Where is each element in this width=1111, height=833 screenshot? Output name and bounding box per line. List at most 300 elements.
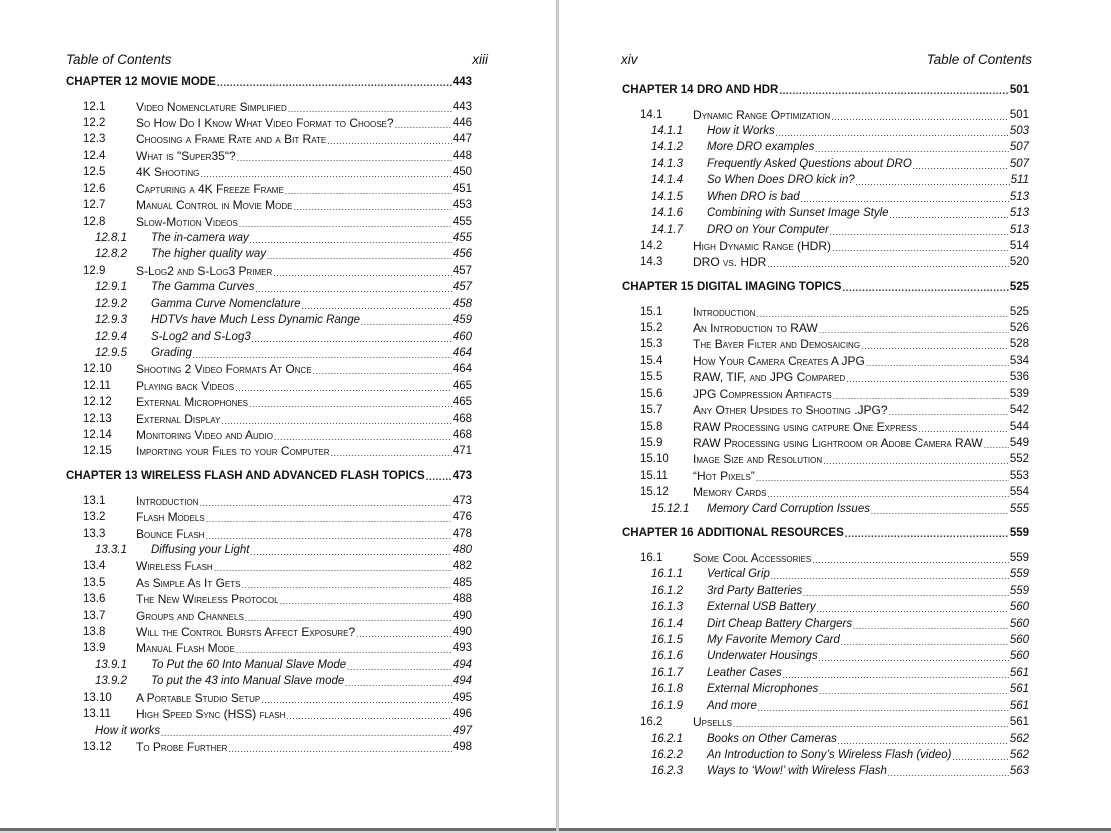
toc-number: 16.1.1: [651, 568, 683, 581]
toc-page-number: 457: [452, 264, 472, 277]
dot-leader: [815, 143, 1008, 155]
toc-title: DIGITAL IMAGING TOPICS: [697, 281, 842, 294]
page-numeral: xiv: [621, 52, 638, 67]
dot-leader: [205, 530, 451, 542]
toc-title: Importing your Files to your Computer: [136, 444, 330, 459]
dot-leader: [801, 193, 1009, 205]
toc-title: Playing back Videos: [136, 378, 235, 393]
toc-subsection-entry: [651, 583, 1029, 599]
toc-page-number: 501: [1009, 84, 1029, 96]
toc-page-number: 560: [1009, 650, 1029, 663]
toc-subsection-entry: [651, 616, 1029, 632]
toc-page-number: 443: [452, 76, 472, 88]
toc-section-entry: [640, 369, 1029, 385]
toc-subsection-entry: [651, 172, 1029, 188]
toc-number: 12.5: [83, 166, 106, 179]
toc-subsection-entry: [651, 156, 1029, 172]
toc-page-number: 448: [452, 149, 472, 162]
toc-page-number: 490: [452, 609, 472, 622]
toc-number: 15.11: [640, 469, 668, 482]
dot-leader: [819, 652, 1009, 664]
toc-page-number: 513: [1009, 190, 1029, 203]
dot-leader: [733, 718, 1009, 730]
dot-leader: [767, 488, 1008, 500]
dot-leader: [193, 349, 452, 361]
toc-subsection-entry: [651, 566, 1029, 582]
toc-number: 14.1.4: [651, 174, 683, 187]
toc-number: 14.1.7: [651, 223, 683, 236]
toc-page-number: 552: [1009, 453, 1029, 466]
toc-number: 14.1.1: [651, 125, 683, 138]
toc-page-number: 560: [1009, 617, 1029, 630]
dot-leader: [918, 423, 1009, 435]
toc-page-number: 497: [452, 724, 472, 737]
dot-leader: [293, 201, 451, 213]
toc-title: To Probe Further: [136, 739, 228, 754]
toc-number: 13.2: [83, 511, 106, 524]
right-running-header: [621, 52, 1032, 70]
toc-number: 14.1.6: [651, 207, 683, 220]
toc-section-entry: [83, 131, 472, 147]
toc-chapter-entry: [622, 525, 1029, 541]
toc-number: CHAPTER 16: [622, 527, 694, 540]
toc-title: DRO on Your Computer: [707, 223, 829, 236]
toc-title: High Speed Sync (HSS) flash: [136, 707, 286, 722]
toc-section-entry: [83, 624, 472, 640]
dot-leader: [250, 546, 451, 558]
toc-number: 16.2.2: [651, 748, 683, 761]
dot-leader: [228, 743, 451, 755]
toc-number: 15.4: [640, 354, 663, 367]
toc-number: 12.2: [83, 117, 106, 130]
toc-number: 13.8: [83, 626, 106, 639]
toc-title: Bounce Flash: [136, 526, 205, 541]
toc-number: 13.1: [83, 494, 106, 507]
dot-leader: [819, 324, 1009, 336]
toc-number: 12.9: [83, 264, 106, 277]
dot-leader: [356, 628, 452, 640]
toc-page-number: 443: [452, 100, 472, 113]
toc-title: Introduction: [136, 493, 199, 508]
dot-leader: [767, 258, 1008, 270]
toc-subsection-entry: [651, 648, 1029, 664]
toc-title: Choosing a Frame Rate and a Bit Rate: [136, 132, 327, 147]
toc-title: Diffusing your Light: [151, 543, 250, 556]
toc-page-number: 507: [1009, 157, 1029, 170]
toc-section-entry: [83, 115, 472, 131]
toc-number: 14.2: [640, 239, 663, 252]
toc-page-number: 498: [452, 740, 472, 753]
toc-title: Groups and Channels: [136, 608, 244, 623]
toc-number: 16.1.5: [651, 634, 683, 647]
toc-section-entry: [640, 320, 1029, 336]
toc-title: The New Wireless Protocol: [136, 592, 279, 607]
toc-section-entry: [83, 509, 472, 525]
toc-section-entry: [640, 419, 1029, 435]
toc-page-number: 561: [1009, 699, 1029, 712]
dot-leader: [771, 570, 1009, 582]
toc-number: 13.9.2: [95, 675, 127, 688]
toc-section-entry: [83, 263, 472, 279]
toc-number: 15.6: [640, 387, 663, 400]
toc-number: 14.1.2: [651, 141, 683, 154]
dot-leader: [206, 513, 452, 525]
toc-section-entry: [83, 640, 472, 656]
toc-page-number: 553: [1009, 469, 1029, 482]
toc-number: 13.12: [83, 740, 112, 753]
toc-number: 15.8: [640, 420, 663, 433]
dot-leader: [776, 127, 1009, 139]
toc-title: A Portable Studio Setup: [136, 690, 261, 705]
toc-title: More DRO examples: [707, 141, 815, 154]
toc-title: High Dynamic Range (HDR): [693, 238, 831, 253]
dot-leader: [866, 357, 1009, 369]
dot-leader: [846, 373, 1009, 385]
toc-title: External Display: [136, 411, 221, 426]
dot-leader: [856, 176, 1010, 188]
dot-leader: [345, 677, 452, 689]
toc-title: Upsells: [693, 715, 732, 730]
dot-leader: [200, 168, 451, 180]
toc-section-entry: [83, 575, 472, 591]
toc-subsection-entry: [651, 698, 1029, 714]
toc-page-number: 450: [452, 166, 472, 179]
dot-leader: [199, 497, 451, 509]
toc-subsection-entry: [95, 542, 472, 558]
toc-page-number: 561: [1009, 683, 1029, 696]
toc-number: 16.1.2: [651, 584, 683, 597]
toc-subsection-entry: [651, 222, 1029, 238]
toc-title: My Favorite Memory Card: [707, 634, 840, 647]
dot-leader: [756, 308, 1008, 320]
toc-title: WIRELESS FLASH AND ADVANCED FLASH TOPICS: [141, 470, 425, 483]
toc-number: 13.10: [83, 691, 112, 704]
toc-number: 15.12.1: [651, 502, 690, 515]
toc-subsection-entry: [95, 657, 472, 673]
dot-leader: [888, 767, 1009, 779]
toc-subsection-entry: [95, 723, 472, 739]
toc-title: Frequently Asked Questions about DRO: [707, 157, 912, 170]
dot-leader: [913, 160, 1009, 172]
toc-title: An Introduction to RAW: [693, 321, 818, 336]
toc-title: And more: [707, 699, 757, 712]
toc-page-number: 465: [452, 396, 472, 409]
dot-leader: [286, 710, 451, 722]
toc-number: 12.10: [83, 363, 112, 376]
running-header-title: Table of Contents: [66, 52, 172, 67]
toc-section-entry: [640, 254, 1029, 270]
dot-leader: [161, 727, 452, 739]
toc-title: Memory Card Corruption Issues: [707, 502, 870, 515]
toc-title: The Gamma Curves: [151, 281, 255, 294]
toc-number: 16.2: [640, 716, 663, 729]
toc-subsection-entry: [651, 632, 1029, 648]
dot-leader: [347, 661, 452, 673]
toc-subsection-entry: [651, 731, 1029, 747]
toc-title: What is "Super35"?: [136, 148, 236, 163]
page-edge: [0, 828, 556, 831]
toc-number: 12.9.3: [95, 314, 127, 327]
toc-page-number: 513: [1009, 207, 1029, 220]
toc-title: Dirt Cheap Battery Chargers: [707, 617, 853, 630]
toc-number: 12.4: [83, 149, 106, 162]
dot-leader: [871, 505, 1009, 517]
toc-section-entry: [640, 451, 1029, 467]
toc-number: 12.1: [83, 100, 106, 113]
dot-leader: [285, 185, 452, 197]
toc-title: RAW Processing using catpure One Express: [693, 419, 918, 434]
dot-leader: [256, 283, 452, 295]
toc-number: 12.13: [83, 412, 112, 425]
toc-number: 15.2: [640, 322, 663, 335]
dot-leader: [833, 390, 1009, 402]
toc-title: How it Works: [707, 125, 775, 138]
toc-page-number: 503: [1009, 125, 1029, 138]
running-header-title: Table of Contents: [926, 52, 1032, 67]
dot-leader: [252, 333, 452, 345]
dot-leader: [237, 152, 452, 164]
toc-section-entry: [640, 435, 1029, 451]
toc-section-entry: [640, 484, 1029, 500]
toc-subsection-entry: [95, 279, 472, 295]
toc-subsection-entry: [95, 296, 472, 312]
toc-page-number: 480: [452, 543, 472, 556]
dot-leader: [758, 702, 1009, 714]
toc-page-number: 478: [452, 527, 472, 540]
toc-number: 15.7: [640, 404, 663, 417]
dot-leader: [331, 447, 452, 459]
toc-subsection-entry: [651, 665, 1029, 681]
toc-page-number: 482: [452, 560, 472, 573]
toc-number: 12.7: [83, 199, 106, 212]
toc-page-number: 501: [1009, 108, 1029, 121]
dot-leader: [250, 234, 452, 246]
toc-title: S-Log2 and S-Log3: [151, 330, 251, 343]
toc-title: Any Other Upsides to Shooting .JPG?: [693, 403, 888, 418]
toc-page-number: 559: [1009, 551, 1029, 564]
right-page: [558, 0, 1111, 831]
toc-number: 12.6: [83, 182, 106, 195]
toc-number: 13.9: [83, 642, 106, 655]
toc-section-entry: [640, 714, 1029, 730]
toc-title: Manual Control in Movie Mode: [136, 198, 293, 213]
toc-subsection-entry: [651, 747, 1029, 763]
toc-title: DRO AND HDR: [697, 84, 779, 96]
dot-leader: [812, 554, 1009, 566]
toc-page-number: 459: [452, 314, 472, 327]
toc-page-number: 520: [1009, 256, 1029, 269]
toc-title: Vertical Grip: [707, 568, 770, 581]
dot-leader: [426, 472, 452, 484]
dot-leader: [783, 669, 1009, 681]
toc-section-entry: [83, 148, 472, 164]
toc-page-number: 473: [452, 470, 472, 483]
toc-section-entry: [83, 181, 472, 197]
toc-section-entry: [83, 558, 472, 574]
toc-title: Grading: [151, 346, 192, 359]
toc-page-number: 476: [452, 511, 472, 524]
dot-leader: [841, 636, 1009, 648]
toc-title: Introduction: [693, 304, 756, 319]
toc-title: The Bayer Filter and Demosaicing: [693, 337, 861, 352]
toc-title: Monitoring Video and Audio: [136, 428, 273, 443]
left-running-header: [66, 52, 488, 70]
toc-title: Wireless Flash: [136, 559, 213, 574]
toc-number: 15.1: [640, 305, 663, 318]
toc-section-entry: [83, 443, 472, 459]
toc-section-entry: [640, 238, 1029, 254]
toc-subsection-entry: [95, 329, 472, 345]
toc-title: Some Cool Accessories: [693, 550, 812, 565]
toc-title: “Hot Pixels”: [693, 468, 755, 483]
toc-page-number: 457: [452, 281, 472, 294]
toc-title: To Put the 60 Into Manual Slave Mode: [151, 658, 347, 671]
toc-subsection-entry: [651, 681, 1029, 697]
dot-leader: [361, 316, 452, 328]
toc-title: External USB Battery: [707, 601, 816, 614]
toc-page-number: 514: [1009, 239, 1029, 252]
toc-number: 15.3: [640, 338, 663, 351]
toc-section-entry: [83, 394, 472, 410]
toc-subsection-entry: [651, 139, 1029, 155]
toc-page-number: 453: [452, 199, 472, 212]
toc-page-number: 559: [1009, 568, 1029, 581]
toc-section-entry: [640, 107, 1029, 123]
toc-page-number: 494: [452, 658, 472, 671]
dot-leader: [889, 406, 1009, 418]
toc-section-entry: [83, 739, 472, 755]
toc-page-number: 473: [452, 494, 472, 507]
toc-chapter-entry: [622, 279, 1029, 295]
toc-number: 16.1.9: [651, 699, 683, 712]
toc-number: 12.11: [83, 379, 111, 392]
toc-number: 13.11: [83, 708, 111, 721]
toc-subsection-entry: [651, 205, 1029, 221]
toc-page-number: 542: [1009, 404, 1029, 417]
toc-page-number: 555: [1009, 502, 1029, 515]
toc-page-number: 536: [1009, 371, 1029, 384]
toc-title: ADDITIONAL RESOURCES: [697, 527, 844, 540]
toc-number: 13.6: [83, 593, 106, 606]
dot-leader: [313, 365, 452, 377]
toc-page-number: 559: [1009, 584, 1029, 597]
dot-leader: [280, 595, 452, 607]
toc-title: RAW, TIF, and JPG Compared: [693, 370, 846, 385]
toc-title: S-Log2 and S-Log3 Primer: [136, 263, 273, 278]
toc-title: Flash Models: [136, 510, 205, 525]
toc-section-entry: [83, 427, 472, 443]
toc-title: Manual Flash Mode: [136, 641, 235, 656]
toc-page-number: 511: [1010, 174, 1029, 187]
toc-page-number: 549: [1009, 437, 1029, 449]
toc-number: CHAPTER 12: [66, 76, 138, 88]
toc-number: 13.7: [83, 609, 106, 622]
toc-subsection-entry: [651, 189, 1029, 205]
toc-page-number: 561: [1009, 716, 1029, 729]
dot-leader: [842, 283, 1008, 295]
toc-title: The higher quality way: [151, 248, 267, 261]
dot-leader: [239, 218, 452, 230]
toc-section-entry: [640, 304, 1029, 320]
toc-section-entry: [640, 386, 1029, 402]
dot-leader: [214, 562, 452, 574]
toc-section-entry: [83, 706, 472, 722]
toc-page-number: 460: [452, 330, 472, 343]
toc-title: Image Size and Resolution: [693, 452, 823, 467]
toc-subsection-entry: [651, 501, 1029, 517]
dot-leader: [953, 751, 1009, 763]
toc-title: Underwater Housings: [707, 650, 818, 663]
toc-title: DRO vs. HDR: [693, 255, 767, 270]
toc-page-number: 562: [1009, 732, 1029, 745]
toc-title: To put the 43 into Manual Slave mode: [151, 675, 345, 688]
dot-leader: [756, 472, 1009, 484]
toc-number: 15.12: [640, 486, 669, 499]
toc-subsection-entry: [95, 345, 472, 361]
toc-subsection-entry: [651, 763, 1029, 779]
toc-title: How Your Camera Creates A JPG: [693, 353, 865, 368]
toc-page-number: 490: [452, 626, 472, 639]
toc-number: 12.14: [83, 429, 112, 442]
dot-leader: [261, 694, 452, 706]
toc-section-entry: [83, 526, 472, 542]
toc-title: So When Does DRO kick in?: [707, 174, 855, 187]
dot-leader: [217, 78, 452, 90]
toc-number: 16.1: [640, 551, 663, 564]
toc-subsection-entry: [95, 230, 472, 246]
toc-title: Leather Cases: [707, 666, 782, 679]
toc-page-number: 525: [1009, 281, 1029, 294]
toc-title: RAW Processing using Lightroom or Adobe Camera RAW: [693, 436, 983, 450]
toc-chapter-entry: [622, 82, 1029, 98]
dot-leader: [832, 242, 1009, 254]
toc-chapter-entry: [66, 74, 472, 90]
toc-section-entry: [640, 402, 1029, 418]
toc-number: CHAPTER 14: [622, 84, 694, 96]
toc-title: 4K Shooting: [136, 165, 200, 180]
dot-leader: [235, 382, 452, 394]
toc-title: HDTVs have Much Less Dynamic Range: [151, 314, 360, 327]
toc-page-number: 446: [452, 117, 472, 130]
toc-page-number: 468: [452, 412, 472, 425]
toc-page-number: 507: [1009, 141, 1029, 154]
toc-page-number: 447: [452, 133, 472, 146]
toc-number: 13.4: [83, 560, 106, 573]
toc-number: 12.8.1: [95, 231, 127, 244]
dot-leader: [249, 398, 452, 410]
dot-leader: [830, 226, 1009, 238]
dot-leader: [890, 209, 1009, 221]
page-numeral: xiii: [472, 52, 488, 67]
dot-leader: [395, 119, 452, 131]
toc-section-entry: [83, 361, 472, 377]
toc-page-number: 458: [452, 297, 472, 310]
dot-leader: [274, 431, 452, 443]
toc-title: So How Do I Know What Video Format to Choose?: [136, 116, 394, 131]
toc-title: Dynamic Range Optimization: [693, 107, 831, 122]
dot-leader: [327, 135, 452, 147]
toc-title: Memory Cards: [693, 485, 767, 500]
toc-number: 12.9.1: [95, 281, 127, 294]
dot-leader: [245, 612, 452, 624]
toc-title: As Simple As It Gets: [136, 575, 241, 590]
dot-leader: [273, 267, 452, 279]
toc-page-number: 455: [452, 231, 472, 244]
toc-number: 13.3: [83, 527, 106, 540]
toc-page-number: 485: [452, 576, 472, 589]
toc-page-number: 464: [452, 363, 472, 376]
toc-section-entry: [640, 336, 1029, 352]
